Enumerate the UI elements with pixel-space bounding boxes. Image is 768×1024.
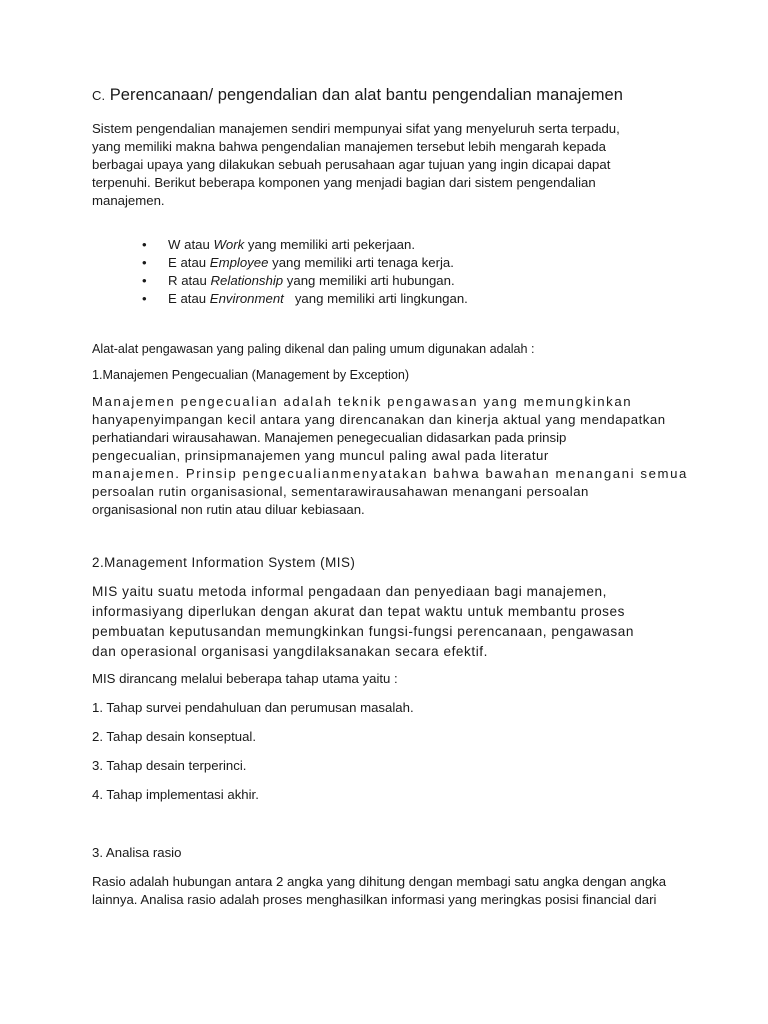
item-prefix: E atau <box>168 255 210 270</box>
item-prefix: R atau <box>168 273 211 288</box>
section2-title <box>92 554 680 572</box>
item-meaning: yang memiliki arti pekerjaan. <box>244 237 416 252</box>
stage-item <box>92 757 680 775</box>
tools-intro <box>92 340 680 358</box>
intro-line: manajemen. <box>92 193 165 208</box>
stages-intro <box>92 670 680 688</box>
section2-line: MIS yaitu suatu metoda informal pengadaan dan penyediaan bagi manajemen, <box>92 584 607 599</box>
stage-text: 4. Tahap implementasi akhir. <box>92 787 259 802</box>
section3-title-text: 3. Analisa rasio <box>92 845 182 860</box>
section-heading <box>92 86 623 105</box>
bullet-marker: • <box>142 291 147 306</box>
heading-prefix: C. <box>92 88 106 103</box>
section1-line: perhatiandari wirausahawan. Manajemen penegecualian didasarkan pada prinsip <box>92 430 567 445</box>
list-item <box>142 272 468 290</box>
intro-paragraph <box>92 120 680 210</box>
section3-line: Rasio adalah hubungan antara 2 angka yang dihitung dengan membagi satu angka dengan angka <box>92 874 667 889</box>
stage-text: 1. Tahap survei pendahuluan dan perumusan masalah. <box>92 700 414 715</box>
stage-text: 3. Tahap desain terperinci. <box>92 758 247 773</box>
intro-line: berbagai upaya yang dilakukan sebuah perusahaan agar tujuan yang ingin dicapai dapat <box>92 157 611 172</box>
component-list <box>142 236 468 308</box>
bullet-marker: • <box>142 237 147 252</box>
list-item <box>142 236 468 254</box>
stage-item <box>92 699 680 717</box>
stage-text: 2. Tahap desain konseptual. <box>92 729 256 744</box>
section2-line: pembuatan keputusandan memungkinkan fungsi-fungsi perencanaan, pengawasan <box>92 624 634 639</box>
list-item <box>142 254 468 272</box>
section2-title-text: 2.Management Information System (MIS) <box>92 555 356 570</box>
section3-line: lainnya. Analisa rasio adalah proses menghasilkan informasi yang meringkas posisi financial dari <box>92 892 657 907</box>
section2-line: dan operasional organisasi yangdilaksanakan secara efektif. <box>92 644 488 659</box>
section1-title-text: 1.Manajemen Pengecualian (Management by Exception) <box>92 368 410 382</box>
section3-title <box>92 844 680 862</box>
section3-paragraph <box>92 873 680 909</box>
stage-item <box>92 786 680 804</box>
item-term: Relationship <box>210 273 284 288</box>
item-meaning: yang memiliki arti hubungan. <box>283 273 455 288</box>
item-term: Employee <box>209 255 269 270</box>
item-meaning: yang memiliki arti lingkungan. <box>283 291 468 306</box>
item-prefix: E atau <box>168 291 210 306</box>
intro-line: Sistem pengendalian manajemen sendiri mempunyai sifat yang menyeluruh serta terpadu, <box>92 121 620 136</box>
section1-line: pengecualian, prinsipmanajemen yang muncul paling awal pada literatur <box>92 448 549 463</box>
item-prefix: W atau <box>168 237 214 252</box>
item-term: Work <box>213 237 245 252</box>
heading-text: Perencanaan/ pengendalian dan alat bantu pengendalian manajemen <box>105 86 623 104</box>
section1-title <box>92 366 680 384</box>
intro-line: yang memiliki makna bahwa pengendalian manajemen tersebut lebih mengarah kepada <box>92 139 606 154</box>
list-item <box>142 290 468 308</box>
stage-item <box>92 728 680 746</box>
section2-paragraph <box>92 582 680 662</box>
section1-line: organisasional non rutin atau diluar kebiasaan. <box>92 502 365 517</box>
stages-intro-text: MIS dirancang melalui beberapa tahap utama yaitu : <box>92 671 398 686</box>
bullet-marker: • <box>142 273 147 288</box>
section1-line: persoalan rutin organisasional, sementarawirausahawan menangani persoalan <box>92 484 589 499</box>
section1-line: Manajemen pengecualian adalah teknik pengawasan yang memungkinkan <box>92 394 633 409</box>
tools-intro-text: Alat-alat pengawasan yang paling dikenal dan paling umum digunakan adalah : <box>92 342 535 356</box>
section1-line: hanyapenyimpangan kecil antara yang direncanakan dan kinerja aktual yang mendapatkan <box>92 412 666 427</box>
section2-line: informasiyang diperlukan dengan akurat dan tepat waktu untuk membantu proses <box>92 604 625 619</box>
bullet-marker: • <box>142 255 147 270</box>
item-term: Environment <box>209 291 284 306</box>
section1-line: manajemen. Prinsip pengecualianmenyatakan bahwa bawahan menangani semua <box>92 466 688 481</box>
section1-paragraph <box>92 393 688 519</box>
intro-line: terpenuhi. Berikut beberapa komponen yang menjadi bagian dari sistem pengendalian <box>92 175 596 190</box>
item-meaning: yang memiliki arti tenaga kerja. <box>268 255 454 270</box>
